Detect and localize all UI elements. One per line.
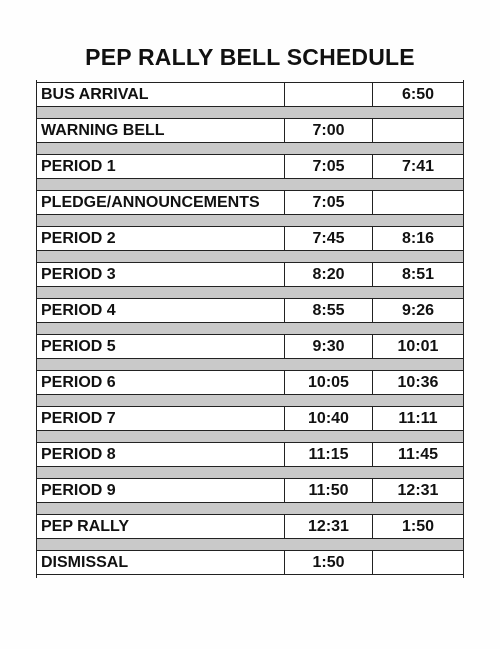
row-label: DISMISSAL xyxy=(37,551,285,574)
row-start-time: 9:30 xyxy=(285,335,373,358)
row-end-time: 12:31 xyxy=(397,481,439,499)
row-end-time: 9:26 xyxy=(401,301,435,319)
row-separator xyxy=(37,467,463,478)
row-end-time: 8:51 xyxy=(401,265,435,283)
row-start-time: 7:00 xyxy=(285,119,373,142)
row-label: PERIOD 4 xyxy=(37,299,285,322)
row-label: WARNING BELL xyxy=(37,119,285,142)
row-start-time: 8:55 xyxy=(285,299,373,322)
row-separator xyxy=(37,503,463,514)
row-label: PERIOD 6 xyxy=(37,371,285,394)
row-label: PERIOD 7 xyxy=(37,407,285,430)
row-end-time xyxy=(373,119,463,142)
row-separator xyxy=(37,323,463,334)
table-row xyxy=(37,406,463,431)
table-row xyxy=(37,514,463,539)
row-end-time: 11:45 xyxy=(397,445,439,463)
row-separator xyxy=(37,251,463,262)
table-row xyxy=(37,190,463,215)
table-row xyxy=(37,262,463,287)
row-start-time: 12:31 xyxy=(285,515,373,538)
row-label: PERIOD 2 xyxy=(37,227,285,250)
row-label: BUS ARRIVAL xyxy=(37,83,285,106)
row-end-time: 1:50 xyxy=(401,517,435,535)
row-end-time: 10:36 xyxy=(397,373,439,391)
row-label: PERIOD 5 xyxy=(37,335,285,358)
row-label: PLEDGE/ANNOUNCEMENTS xyxy=(37,191,285,214)
table-row xyxy=(37,478,463,503)
row-label: PERIOD 3 xyxy=(37,263,285,286)
row-start-time: 7:05 xyxy=(285,155,373,178)
row-separator xyxy=(37,395,463,406)
row-separator xyxy=(37,215,463,226)
row-start-time: 10:05 xyxy=(285,371,373,394)
row-separator xyxy=(37,179,463,190)
table-row xyxy=(37,298,463,323)
row-label: PERIOD 8 xyxy=(37,443,285,466)
row-separator xyxy=(37,107,463,118)
row-start-time: 11:15 xyxy=(285,443,373,466)
row-end-time: 10:01 xyxy=(397,337,439,355)
row-start-time: 1:50 xyxy=(285,551,373,574)
row-separator xyxy=(37,431,463,442)
row-end-time: 7:41 xyxy=(401,157,435,175)
row-separator xyxy=(37,359,463,370)
row-end-time: 6:50 xyxy=(401,85,435,103)
row-start-time: 8:20 xyxy=(285,263,373,286)
row-separator xyxy=(37,143,463,154)
row-start-time: 10:40 xyxy=(285,407,373,430)
row-start-time: 7:05 xyxy=(285,191,373,214)
table-row xyxy=(37,154,463,179)
table-row xyxy=(37,334,463,359)
table-row xyxy=(37,226,463,251)
table-row xyxy=(37,118,463,143)
row-separator xyxy=(37,539,463,550)
row-end-time: 11:11 xyxy=(398,409,438,427)
row-label: PEP RALLY xyxy=(37,515,285,538)
table-row xyxy=(37,82,463,107)
row-start-time: 7:45 xyxy=(285,227,373,250)
table-row xyxy=(37,370,463,395)
schedule-table xyxy=(36,80,464,578)
row-start-time: 11:50 xyxy=(285,479,373,502)
row-end-time xyxy=(373,551,463,574)
table-row xyxy=(37,442,463,467)
row-end-time: 8:16 xyxy=(401,229,435,247)
page-title: PEP RALLY BELL SCHEDULE xyxy=(85,44,415,70)
row-label: PERIOD 9 xyxy=(37,479,285,502)
row-separator xyxy=(37,287,463,298)
row-label: PERIOD 1 xyxy=(37,155,285,178)
table-row xyxy=(37,550,463,575)
row-start-time xyxy=(285,83,373,106)
row-end-time xyxy=(373,191,463,214)
